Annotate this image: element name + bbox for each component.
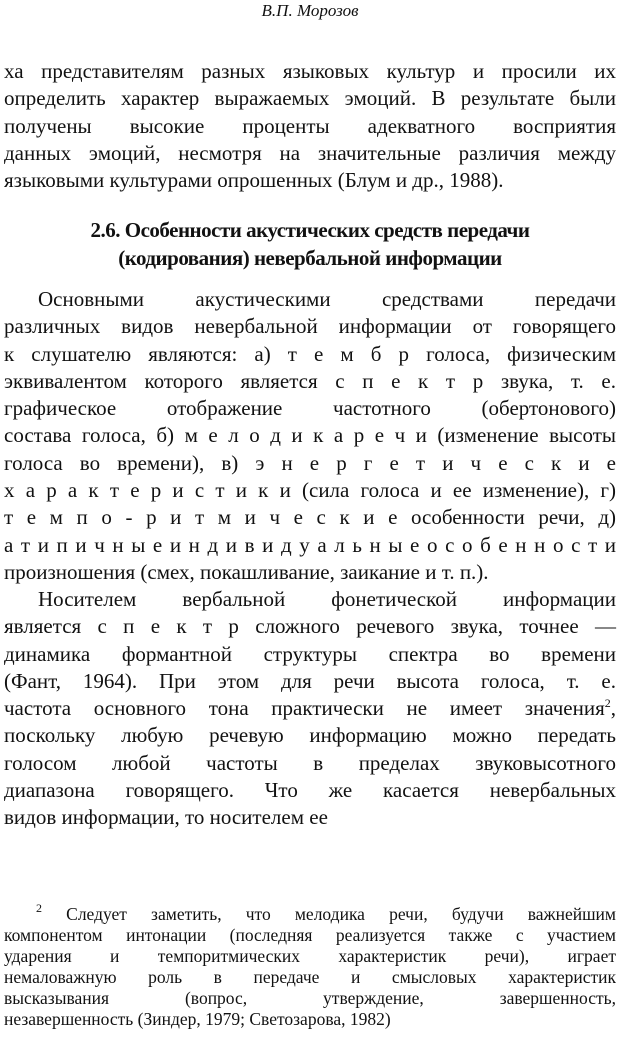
heading-line: (кодирования) невербальной информации [118, 246, 502, 270]
text-line: к слушателю являются: а) т е м б р голоса, физическим [4, 341, 616, 366]
footnote-line: немаловажную роль в передаче и смысловых характеристик [4, 967, 616, 987]
text-line: х а р а к т е р и с т и к и (сила голоса и ее изменение), г) [4, 478, 616, 503]
text-line: является с п е к т р сложного речевого звука, точнее — [4, 614, 616, 639]
paragraph-acoustic-means [4, 286, 616, 586]
text-line: данных эмоций, несмотря на значительные различия между [4, 140, 616, 165]
text-line: а т и п и ч н ы е и н д и в и д у а л ь н ы е о с о б е н н о с т и [4, 532, 616, 557]
text-line: диапазона говорящего. Что же касается невербальных [4, 778, 616, 803]
paragraph-continuation [4, 58, 616, 194]
footnote [4, 901, 616, 1030]
text-line: языковыми культурами опрошенных (Блум и др., 1988). [4, 168, 504, 193]
text-line: получены высокие проценты адекватного восприятия [4, 113, 616, 138]
footnote-reference[interactable]: 2 [604, 696, 611, 711]
text-line [4, 695, 616, 722]
text-line: видов информации, то носителем ее [4, 805, 328, 830]
text-line: состава голоса, б) м е л о д и к а р е ч и (изменение высоты [4, 423, 616, 448]
running-header: В.П. Морозов [261, 1, 359, 20]
text-line: ха представителям разных языковых культур и просили их [4, 59, 616, 83]
footnote-line: ударения и темпоритмических характеристик речи), играет [4, 946, 616, 966]
section-heading [4, 216, 616, 272]
text-line: эквивалентом которого является с п е к т р звука, т. е. [4, 368, 616, 393]
text-segment: Следует заметить, что мелодика речи, будучи важнейшим [66, 904, 616, 924]
text-line: динамика формантной структуры спектра во времени [4, 641, 616, 666]
footnote-line: компонентом интонации (последняя реализуется также с участием [4, 925, 616, 945]
text-line: (Фант, 1964). При этом для речи высота голоса, т. е. [4, 668, 616, 693]
heading-line: 2.6. Особенности акустических средств передачи [90, 218, 530, 242]
text-line: поскольку любую речевую информацию можно передать [4, 723, 616, 748]
text-line: голосом любой частоты в пределах звуковысотного [4, 750, 616, 775]
text-line: определить характер выражаемых эмоций. В результате были [4, 86, 616, 111]
footnote-line: высказывания (вопрос, утверждение, завершенность, [4, 988, 616, 1008]
text-line: графическое отображение частотного (обертонового) [4, 396, 616, 421]
text-line: Носителем вербальной фонетической информации [38, 587, 616, 611]
text-segment: , [610, 696, 616, 721]
text-line: голоса во времени), в) э н е р г е т и ч е с к и е [4, 450, 616, 475]
paragraph-verbal-info [4, 586, 616, 832]
footnote-line [4, 901, 616, 925]
text-line: произношения (смех, покашливание, заикание и т. п.). [4, 559, 489, 584]
text-line: различных видов невербальной информации от говорящего [4, 314, 616, 339]
text-line: Основными акустическими средствами передачи [38, 287, 616, 311]
footnote-mark: 2 [36, 901, 42, 915]
text-segment: частота основного тона практически не имеет значения [4, 696, 605, 721]
text-line: т е м п о - р и т м и ч е с к и е особенности речи, д) [4, 505, 616, 530]
footnote-line: незавершенность (Зиндер, 1979; Светозарова, 1982) [4, 1009, 391, 1029]
